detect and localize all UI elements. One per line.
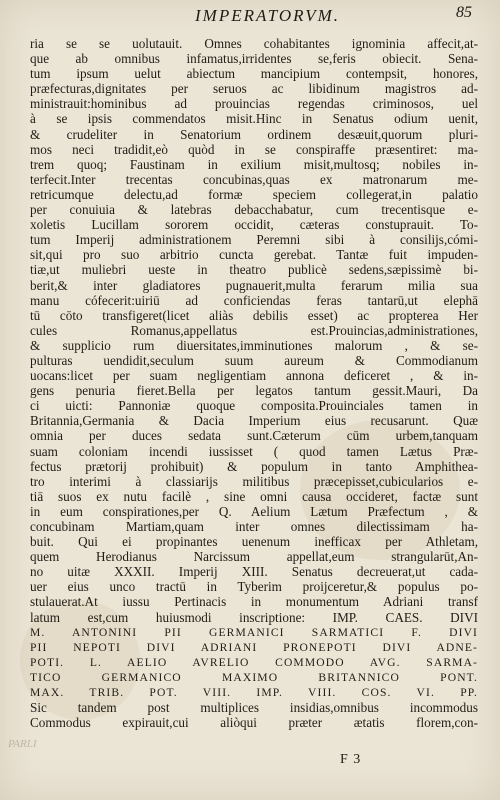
text-line: terfecit.Inter trecentas concubinas,quas ex matronarum me-: [30, 171, 478, 187]
inscription-line: POTI. L. AELIO AVRELIO COMMODO AVG. SARMA-: [30, 655, 478, 669]
text-line: retricumque delectu,ad formæ speciem collegerat,in palatio: [30, 186, 478, 202]
inscription-line: TICO GERMANICO MAXIMO BRITANNICO PONT.: [30, 670, 478, 684]
text-line: no uitæ XXXII. Imperij XIII. Senatus decreuerat,ut cada-: [30, 564, 478, 580]
text-line: uocans:licet per suam negligentiam annona deficeret , & in-: [30, 368, 478, 384]
text-line: manu cófecerit:uiriū ad conficiendas feras tantarū,ut elephā: [30, 292, 478, 308]
text-line: tiā suos ex nutu facilè , sine omni causa occideret, factæ sunt: [30, 488, 478, 504]
inscription-line: PII NEPOTI DIVI ADRIANI PRONEPOTI DIVI ADNE-: [30, 640, 478, 654]
running-head: IMPERATORVM.: [195, 6, 341, 25]
signature-mark: F 3: [340, 752, 362, 767]
text-line: suam coloniam incendi iussisset ( quod tamen Lætus Præ-: [30, 443, 478, 459]
text-line: tū cōto transfigeret(licet aliàs debilis esset) ac propterea Her: [30, 307, 478, 323]
inscription-line: M. ANTONINI PII GERMANICI SARMATICI F. DIVI: [30, 625, 478, 639]
text-line: uer eius unco tractū in Tyberim proijceretur,& populus po-: [30, 579, 478, 595]
text-line: in eum conspirationes,per Q. Aelium Lætum Præfectum , &: [30, 503, 478, 519]
text-line: & crudeliter in Senatorium ordinem desæuit,quorum pluri-: [30, 126, 478, 142]
text-line: trem quoq; Faustinam in exilium misit,multosq; nobiles in-: [30, 156, 478, 172]
text-line: concubinam Martiam,quam inter omnes dilectissimam ha-: [30, 519, 478, 534]
text-line: sit,qui pro suo arbitrio cuncta gerebat. Tantæ fuit impuden-: [30, 247, 478, 263]
show-through-text: PARLI: [8, 738, 37, 750]
text-line: que ab omnibus infamatus,irridentes se,feris obiecit. Sena-: [30, 51, 478, 67]
text-line: latum est,cum huiusmodi inscriptione: IMP. CAES. DIVI: [30, 609, 478, 625]
text-line: cules Romanus,appellatus est.Prouincias,administrationes,: [30, 322, 478, 338]
text-line: gens penuria fieret.Bella per legatos tantum gessit.Mauri, Da: [30, 383, 478, 399]
inscription-line: MAX. TRIB. POT. VIII. IMP. VIII. COS. VI. PP.: [30, 686, 478, 700]
text-line: tum ipsum uelut abiectum mancipium contempsit, honores,: [30, 66, 478, 82]
text-line: buit. Qui ei propinantes uenenum inefficax per Athletam,: [30, 534, 478, 550]
text-line: tum Imperij administrationem Peremni sibi à consilijs,cómi-: [30, 232, 478, 248]
text-line: omnia per duces sedata sunt.Cæterum cūm urbem,tanquam: [30, 428, 478, 444]
text-line: Commodus expirauit,cui aliòqui præter ætatis florem,con-: [30, 715, 478, 731]
text-line: xoletis Lucillam sororem occidit, cæteras constuprauit. To-: [30, 217, 478, 233]
page-header: [0, 4, 500, 28]
text-line: pulturas uendidit,seculum suum aureum & Commodianum: [30, 352, 478, 368]
text-line: quem Herodianus Narcissum appellat,eum strangularūt,An-: [30, 549, 478, 565]
text-line: tro interimi à classiarijs militibus præcepisset,cubicularios e-: [30, 473, 478, 489]
text-line: fectus prætorij prohibuit) & populum in tanto Amphithea-: [30, 458, 478, 474]
text-line: ministrauit:hominibus ad prouincias regendas criminosos, uel: [30, 96, 478, 112]
text-body: [30, 36, 478, 730]
text-line: ci uicti: Pannoniæ quoque composita.Prouinciales tamen in: [30, 398, 478, 414]
text-line: ria se se uolutauit. Omnes cohabitantes ignominia affecit,at-: [30, 36, 478, 51]
text-line: mos neci tradidit,eò quòd in se conspiraffe præsentiret: ma-: [30, 141, 478, 157]
text-line: & supplicio rum diuersitates,imminutiones malorum , & se-: [30, 337, 478, 353]
text-line: berit,& inter gladiatores pugnauerit,multa ferarum milia sua: [30, 277, 478, 293]
text-line: à se ipsis commendatos misit.Hinc in Senatus odium uenit,: [30, 111, 478, 127]
text-line: Sic tandem post multiplices insidias,omnibus incommodus: [30, 700, 478, 716]
page-number: 85: [456, 4, 472, 21]
text-line: per conuiuia & latebras debacchabatur, cum trecentisque e-: [30, 202, 478, 218]
text-line: præfecturas,dignitates per seruos ac libidinum magistros ad-: [30, 81, 478, 97]
text-line: stulauerat.At iussu Pertinacis in monumentum Adriani transf: [30, 594, 478, 610]
text-line: Britannia,Germania & Dacia Imperium eius recusarunt. Quæ: [30, 413, 478, 429]
text-line: tiæ,ut muliebri ueste in theatro publicè sedens,sæpissimè bi-: [30, 262, 478, 278]
